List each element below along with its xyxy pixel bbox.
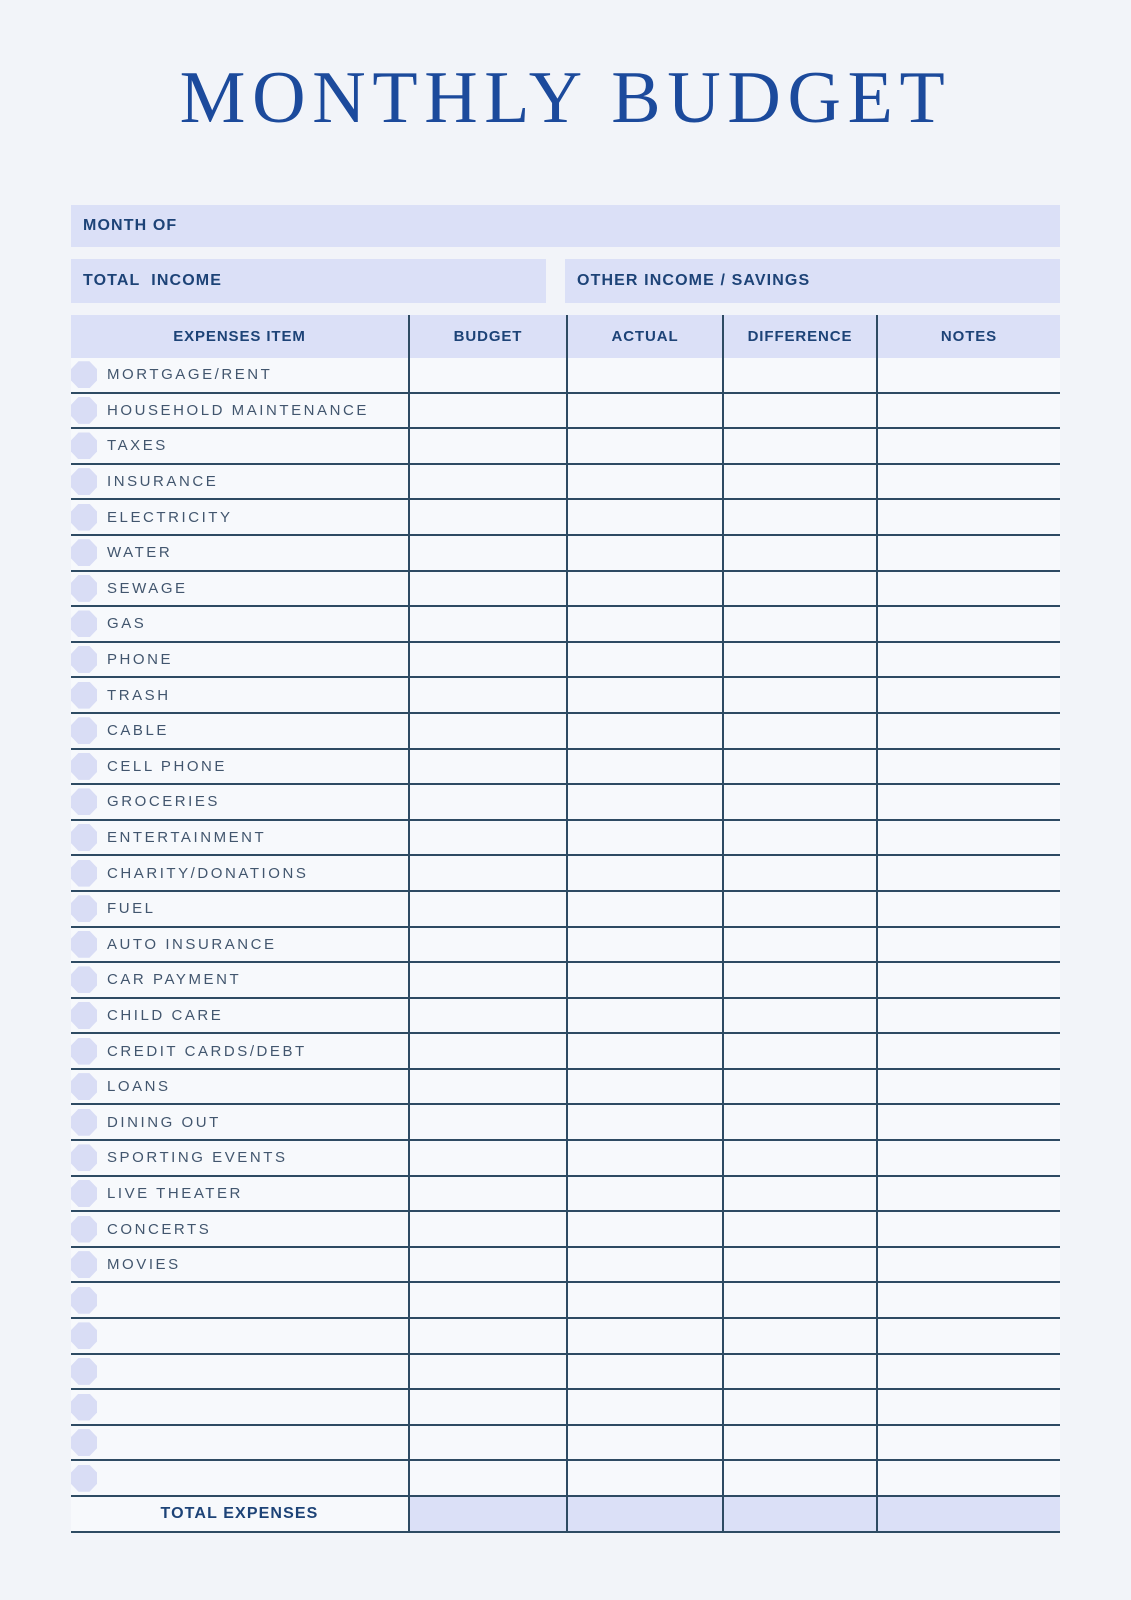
actual-cell[interactable] (566, 1248, 722, 1282)
actual-cell[interactable] (566, 1034, 722, 1068)
notes-cell[interactable] (876, 856, 1060, 890)
difference-cell[interactable] (722, 1319, 876, 1353)
table-row (71, 536, 1060, 572)
difference-cell[interactable] (722, 429, 876, 463)
actual-cell[interactable] (566, 394, 722, 428)
budget-cell[interactable] (408, 465, 566, 499)
expense-item-cell (71, 1034, 408, 1068)
notes-cell[interactable] (876, 714, 1060, 748)
notes-cell[interactable] (876, 500, 1060, 534)
expense-label: CREDIT CARDS/DEBT (107, 1042, 307, 1060)
budget-cell[interactable] (408, 963, 566, 997)
bullet-octagon-icon (71, 504, 97, 531)
expense-label: PHONE (107, 651, 174, 669)
expense-label: INSURANCE (107, 473, 219, 491)
expense-item-cell (71, 643, 408, 677)
actual-cell[interactable] (566, 1177, 722, 1211)
expense-label: TAXES (107, 437, 168, 455)
header-difference: DIFFERENCE (722, 315, 876, 358)
difference-cell[interactable] (722, 1141, 876, 1175)
expense-item-cell (71, 714, 408, 748)
bullet-octagon-icon (71, 1109, 97, 1136)
actual-cell[interactable] (566, 714, 722, 748)
actual-cell[interactable] (566, 999, 722, 1033)
difference-cell[interactable] (722, 394, 876, 428)
table-row (71, 643, 1060, 679)
table-row (71, 1034, 1060, 1070)
notes-cell[interactable] (876, 536, 1060, 570)
table-row (71, 1390, 1060, 1426)
notes-cell[interactable] (876, 1248, 1060, 1282)
actual-cell[interactable] (566, 821, 722, 855)
total-difference-cell[interactable] (722, 1497, 876, 1531)
budget-cell[interactable] (408, 1319, 566, 1353)
difference-cell[interactable] (722, 928, 876, 962)
table-row (71, 928, 1060, 964)
difference-cell[interactable] (722, 607, 876, 641)
difference-cell[interactable] (722, 1177, 876, 1211)
notes-cell[interactable] (876, 1390, 1060, 1424)
table-body (71, 358, 1060, 1497)
expense-item-cell (71, 963, 408, 997)
difference-cell[interactable] (722, 1390, 876, 1424)
expense-label: CONCERTS (107, 1220, 212, 1238)
difference-cell[interactable] (722, 821, 876, 855)
difference-cell[interactable] (722, 714, 876, 748)
page-title: MONTHLY BUDGET (179, 57, 952, 139)
difference-cell[interactable] (722, 1283, 876, 1317)
table-row (71, 429, 1060, 465)
table-row (71, 394, 1060, 430)
budget-cell[interactable] (408, 785, 566, 819)
difference-cell[interactable] (722, 1070, 876, 1104)
budget-cell[interactable] (408, 892, 566, 926)
budget-cell[interactable] (408, 821, 566, 855)
notes-cell[interactable] (876, 1105, 1060, 1139)
actual-cell[interactable] (566, 1141, 722, 1175)
header-notes: NOTES (876, 315, 1060, 358)
table-row (71, 1426, 1060, 1462)
bullet-octagon-icon (71, 966, 97, 993)
table-row (71, 1355, 1060, 1391)
actual-cell[interactable] (566, 1426, 722, 1460)
table-row (71, 1141, 1060, 1177)
budget-cell[interactable] (408, 429, 566, 463)
expense-item-cell (71, 1283, 408, 1317)
table-row (71, 1212, 1060, 1248)
notes-cell[interactable] (876, 1426, 1060, 1460)
expense-item-cell (71, 892, 408, 926)
expense-label: MORTGAGE/RENT (107, 366, 273, 384)
notes-cell[interactable] (876, 1319, 1060, 1353)
budget-cell[interactable] (408, 607, 566, 641)
notes-cell[interactable] (876, 928, 1060, 962)
difference-cell[interactable] (722, 999, 876, 1033)
bullet-octagon-icon (71, 1180, 97, 1207)
notes-cell[interactable] (876, 465, 1060, 499)
notes-cell[interactable] (876, 1355, 1060, 1389)
table-row (71, 963, 1060, 999)
notes-cell[interactable] (876, 572, 1060, 606)
bullet-octagon-icon (71, 610, 97, 637)
expense-label: CHILD CARE (107, 1006, 224, 1024)
expense-item-cell (71, 1070, 408, 1104)
header-actual: ACTUAL (566, 315, 722, 358)
notes-cell[interactable] (876, 1141, 1060, 1175)
difference-cell[interactable] (722, 785, 876, 819)
expense-label: SPORTING EVENTS (107, 1149, 288, 1167)
expense-label: CAR PAYMENT (107, 971, 242, 989)
table-row (71, 607, 1060, 643)
notes-cell[interactable] (876, 394, 1060, 428)
budget-cell[interactable] (408, 1390, 566, 1424)
difference-cell[interactable] (722, 536, 876, 570)
expense-item-cell (71, 999, 408, 1033)
bullet-octagon-icon (71, 1144, 97, 1171)
total-actual-cell[interactable] (566, 1497, 722, 1531)
difference-cell[interactable] (722, 358, 876, 392)
difference-cell[interactable] (722, 1248, 876, 1282)
notes-cell[interactable] (876, 1034, 1060, 1068)
total-income-field[interactable] (71, 259, 546, 303)
expense-item-cell (71, 821, 408, 855)
expense-label: ENTERTAINMENT (107, 829, 267, 847)
expense-item-cell (71, 1105, 408, 1139)
table-row (71, 750, 1060, 786)
expense-item-cell (71, 1141, 408, 1175)
table-header-row (71, 315, 1060, 358)
notes-cell[interactable] (876, 963, 1060, 997)
expense-item-cell (71, 1212, 408, 1246)
expense-item-cell (71, 678, 408, 712)
expense-label: GAS (107, 615, 147, 633)
other-income-savings-label: OTHER INCOME / SAVINGS (577, 272, 811, 289)
notes-cell[interactable] (876, 821, 1060, 855)
notes-cell[interactable] (876, 785, 1060, 819)
expense-item-cell (71, 500, 408, 534)
budget-cell[interactable] (408, 1283, 566, 1317)
table-row (71, 892, 1060, 928)
notes-cell[interactable] (876, 999, 1060, 1033)
budget-cell[interactable] (408, 1461, 566, 1495)
bullet-octagon-icon (71, 397, 97, 424)
budget-cell[interactable] (408, 1248, 566, 1282)
notes-cell[interactable] (876, 1177, 1060, 1211)
difference-cell[interactable] (722, 1426, 876, 1460)
actual-cell[interactable] (566, 1461, 722, 1495)
difference-cell[interactable] (722, 892, 876, 926)
budget-cell[interactable] (408, 394, 566, 428)
budget-cell[interactable] (408, 1426, 566, 1460)
bullet-octagon-icon (71, 1073, 97, 1100)
bullet-octagon-icon (71, 539, 97, 566)
header-budget: BUDGET (408, 315, 566, 358)
bullet-octagon-icon (71, 931, 97, 958)
notes-cell[interactable] (876, 892, 1060, 926)
actual-cell[interactable] (566, 963, 722, 997)
budget-cell[interactable] (408, 572, 566, 606)
notes-cell[interactable] (876, 678, 1060, 712)
difference-cell[interactable] (722, 750, 876, 784)
expense-label: LOANS (107, 1078, 171, 1096)
other-income-savings-field[interactable] (565, 259, 1060, 303)
bullet-octagon-icon (71, 860, 97, 887)
expense-item-cell (71, 785, 408, 819)
expense-item-cell (71, 856, 408, 890)
total-income-label: TOTAL INCOME (83, 272, 223, 289)
table-row (71, 821, 1060, 857)
table-row (71, 785, 1060, 821)
budget-cell[interactable] (408, 1070, 566, 1104)
expense-item-cell (71, 1319, 408, 1353)
bullet-octagon-icon (71, 1358, 97, 1385)
expense-item-cell (71, 572, 408, 606)
table-row (71, 1461, 1060, 1497)
month-of-field[interactable] (71, 205, 1060, 247)
actual-cell[interactable] (566, 1390, 722, 1424)
table-row (71, 1070, 1060, 1106)
actual-cell[interactable] (566, 928, 722, 962)
difference-cell[interactable] (722, 1034, 876, 1068)
expense-item-cell (71, 928, 408, 962)
bullet-octagon-icon (71, 468, 97, 495)
bullet-octagon-icon (71, 788, 97, 815)
actual-cell[interactable] (566, 429, 722, 463)
bullet-octagon-icon (71, 1002, 97, 1029)
total-expenses-label: TOTAL EXPENSES (160, 1505, 319, 1522)
budget-cell[interactable] (408, 1212, 566, 1246)
expense-item-cell (71, 394, 408, 428)
table-row (71, 572, 1060, 608)
table-row (71, 1283, 1060, 1319)
budget-cell[interactable] (408, 750, 566, 784)
actual-cell[interactable] (566, 1283, 722, 1317)
actual-cell[interactable] (566, 1319, 722, 1353)
bullet-octagon-icon (71, 1038, 97, 1065)
bullet-octagon-icon (71, 646, 97, 673)
expense-label: AUTO INSURANCE (107, 935, 277, 953)
table-row (71, 1177, 1060, 1213)
actual-cell[interactable] (566, 643, 722, 677)
budget-cell[interactable] (408, 999, 566, 1033)
bullet-octagon-icon (71, 895, 97, 922)
difference-cell[interactable] (722, 1105, 876, 1139)
header-expenses-item: EXPENSES ITEM (173, 328, 306, 345)
bullet-octagon-icon (71, 717, 97, 744)
table-row (71, 465, 1060, 501)
budget-cell[interactable] (408, 500, 566, 534)
budget-cell[interactable] (408, 1355, 566, 1389)
expense-label: FUEL (107, 900, 156, 918)
expense-label: DINING OUT (107, 1113, 221, 1131)
actual-cell[interactable] (566, 1212, 722, 1246)
expense-label: CABLE (107, 722, 169, 740)
notes-cell[interactable] (876, 1461, 1060, 1495)
expense-label: CHARITY/DONATIONS (107, 864, 309, 882)
expense-label: SEWAGE (107, 579, 188, 597)
expense-item-cell (71, 358, 408, 392)
actual-cell[interactable] (566, 750, 722, 784)
expense-label: ELECTRICITY (107, 508, 233, 526)
expense-item-cell (71, 1426, 408, 1460)
budget-cell[interactable] (408, 643, 566, 677)
actual-cell[interactable] (566, 1105, 722, 1139)
actual-cell[interactable] (566, 785, 722, 819)
total-notes-cell[interactable] (876, 1497, 1060, 1531)
difference-cell[interactable] (722, 1461, 876, 1495)
table-row (71, 856, 1060, 892)
budget-cell[interactable] (408, 1141, 566, 1175)
actual-cell[interactable] (566, 856, 722, 890)
difference-cell[interactable] (722, 678, 876, 712)
budget-cell[interactable] (408, 678, 566, 712)
actual-cell[interactable] (566, 572, 722, 606)
bullet-octagon-icon (71, 682, 97, 709)
actual-cell[interactable] (566, 358, 722, 392)
table-row (71, 714, 1060, 750)
difference-cell[interactable] (722, 500, 876, 534)
actual-cell[interactable] (566, 1355, 722, 1389)
difference-cell[interactable] (722, 643, 876, 677)
difference-cell[interactable] (722, 963, 876, 997)
notes-cell[interactable] (876, 1212, 1060, 1246)
expense-item-cell (71, 1355, 408, 1389)
total-budget-cell[interactable] (408, 1497, 566, 1531)
difference-cell[interactable] (722, 1355, 876, 1389)
actual-cell[interactable] (566, 500, 722, 534)
budget-cell[interactable] (408, 1034, 566, 1068)
actual-cell[interactable] (566, 536, 722, 570)
expense-item-cell (71, 1248, 408, 1282)
difference-cell[interactable] (722, 465, 876, 499)
notes-cell[interactable] (876, 429, 1060, 463)
table-row (71, 678, 1060, 714)
notes-cell[interactable] (876, 643, 1060, 677)
bullet-octagon-icon (71, 432, 97, 459)
budget-cell[interactable] (408, 856, 566, 890)
expense-item-cell (71, 607, 408, 641)
bullet-octagon-icon (71, 1216, 97, 1243)
expense-label: HOUSEHOLD MAINTENANCE (107, 401, 369, 419)
actual-cell[interactable] (566, 892, 722, 926)
bullet-octagon-icon (71, 1322, 97, 1349)
difference-cell[interactable] (722, 572, 876, 606)
bullet-octagon-icon (71, 1394, 97, 1421)
expense-item-cell (71, 1177, 408, 1211)
table-row (71, 500, 1060, 536)
notes-cell[interactable] (876, 607, 1060, 641)
table-row (71, 1248, 1060, 1284)
bullet-octagon-icon (71, 575, 97, 602)
bullet-octagon-icon (71, 1251, 97, 1278)
bullet-octagon-icon (71, 361, 97, 388)
table-row (71, 1105, 1060, 1141)
bullet-octagon-icon (71, 753, 97, 780)
bullet-octagon-icon (71, 824, 97, 851)
bullet-octagon-icon (71, 1465, 97, 1492)
expense-label: TRASH (107, 686, 171, 704)
expense-item-cell (71, 429, 408, 463)
actual-cell[interactable] (566, 678, 722, 712)
expense-label: LIVE THEATER (107, 1184, 243, 1202)
expenses-table (71, 315, 1060, 1533)
expense-item-cell (71, 1390, 408, 1424)
month-of-label: MONTH OF (83, 217, 178, 234)
difference-cell[interactable] (722, 856, 876, 890)
expense-label: CELL PHONE (107, 757, 227, 775)
difference-cell[interactable] (722, 1212, 876, 1246)
actual-cell[interactable] (566, 1070, 722, 1104)
expense-item-cell (71, 1461, 408, 1495)
budget-cell[interactable] (408, 1105, 566, 1139)
expense-item-cell (71, 750, 408, 784)
table-row (71, 999, 1060, 1035)
notes-cell[interactable] (876, 1070, 1060, 1104)
table-row (71, 358, 1060, 394)
notes-cell[interactable] (876, 358, 1060, 392)
budget-cell[interactable] (408, 536, 566, 570)
bullet-octagon-icon (71, 1287, 97, 1314)
bullet-octagon-icon (71, 1429, 97, 1456)
budget-cell[interactable] (408, 714, 566, 748)
expense-label: MOVIES (107, 1256, 181, 1274)
expense-item-cell (71, 465, 408, 499)
table-row (71, 1319, 1060, 1355)
budget-cell[interactable] (408, 358, 566, 392)
expense-label: WATER (107, 544, 173, 562)
budget-cell[interactable] (408, 1177, 566, 1211)
budget-cell[interactable] (408, 928, 566, 962)
total-expenses-row (71, 1497, 1060, 1533)
expense-label: GROCERIES (107, 793, 220, 811)
actual-cell[interactable] (566, 465, 722, 499)
actual-cell[interactable] (566, 607, 722, 641)
expense-item-cell (71, 536, 408, 570)
notes-cell[interactable] (876, 1283, 1060, 1317)
notes-cell[interactable] (876, 750, 1060, 784)
